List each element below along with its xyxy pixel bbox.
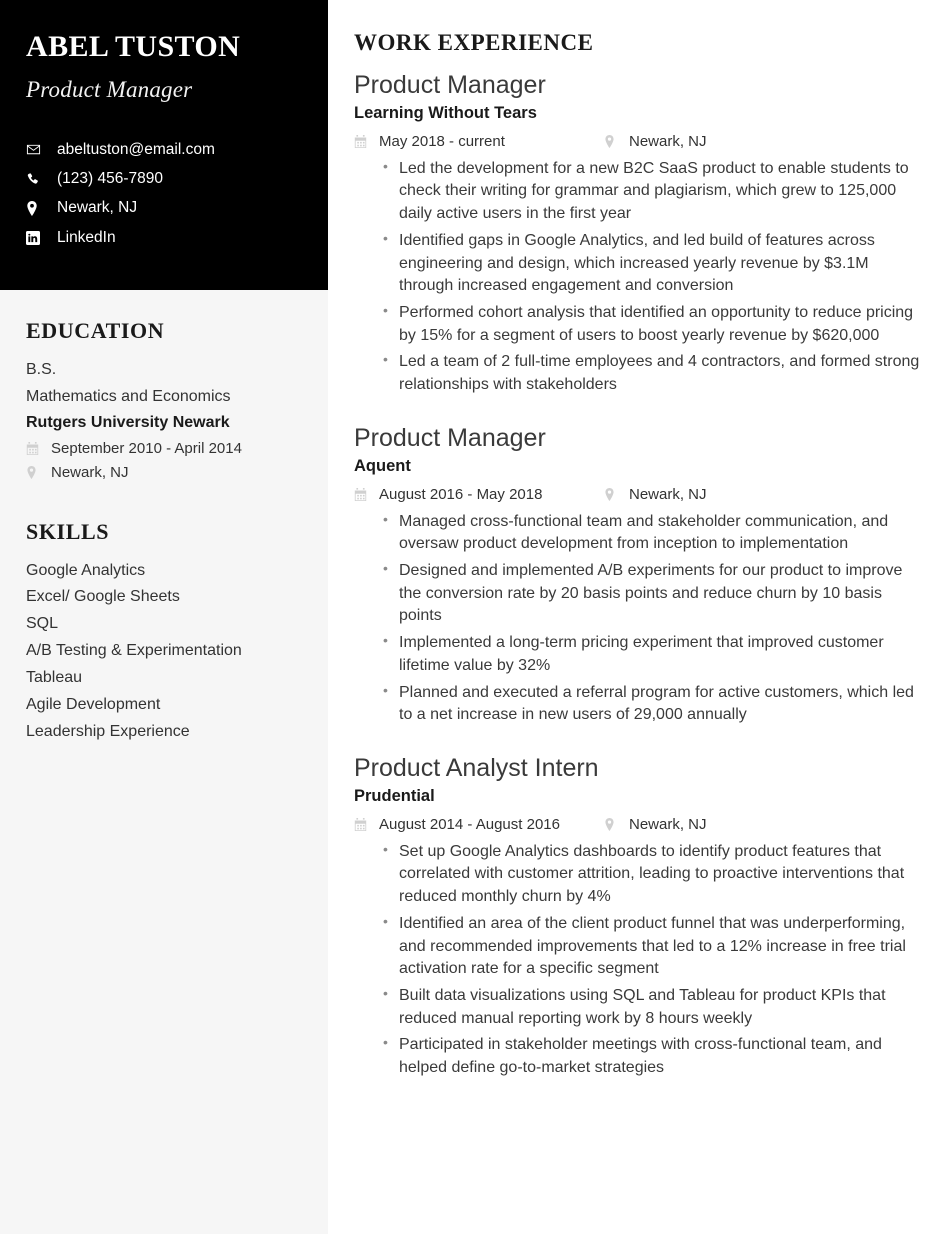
job-location: Newark, NJ (629, 485, 707, 503)
job-bullets (354, 158, 926, 397)
work-experience-heading: WORK EXPERIENCE (354, 30, 594, 55)
job-dates: August 2016 - May 2018 (379, 485, 543, 503)
sidebar (0, 0, 328, 1234)
calendar-icon (354, 818, 372, 831)
job-dates-row (354, 813, 604, 837)
job-title: Product Manager (354, 71, 546, 99)
candidate-name: ABEL TUSTON (26, 30, 241, 63)
map-pin-icon (604, 818, 622, 831)
education-heading: EDUCATION (26, 318, 165, 344)
calendar-icon (26, 442, 44, 455)
sidebar-body (0, 290, 328, 745)
education-dates: September 2010 - April 2014 (51, 439, 242, 457)
phone-icon (26, 172, 48, 187)
map-pin-icon (26, 466, 44, 479)
job-bullet: • Implemented a long-term pricing experiment that improved customer lifetime value by 32% (383, 632, 926, 677)
job-meta (354, 483, 926, 507)
job-title: Product Manager (354, 423, 546, 452)
contact-item-location[interactable] (26, 197, 302, 219)
job-title: Product Analyst Intern (354, 754, 599, 783)
job-dates-row (354, 483, 604, 507)
map-pin-icon (604, 488, 622, 501)
job-company: Learning Without Tears (354, 104, 537, 123)
contact-list (26, 139, 302, 250)
job-bullets (354, 511, 926, 727)
education-degree: B.S. (26, 361, 57, 379)
main-content (328, 0, 948, 1234)
job-bullet: • Led the development for a new B2C SaaS product to enable students to check their writing for grammar and plagiarism, which grew to 125,000 daily active users in the first year (383, 158, 926, 226)
calendar-icon (354, 135, 372, 148)
job-entry (354, 753, 926, 1080)
job-bullet: • Identified gaps in Google Analytics, and led build of features across engineering and design, which increased yearly revenue by $3.1M through increased engagement and conversion (383, 230, 926, 298)
job-dates-row (354, 130, 604, 154)
map-pin-icon (26, 201, 48, 216)
education-dates-row (26, 437, 302, 461)
linkedin-icon (26, 231, 48, 245)
job-dates: May 2018 - current (379, 132, 505, 150)
envelope-icon (26, 142, 48, 157)
skills-heading: SKILLS (26, 518, 110, 544)
job-location: Newark, NJ (629, 815, 707, 833)
education-field: Mathematics and Economics (26, 387, 231, 405)
job-location: Newark, NJ (629, 132, 707, 150)
job-bullet: • Managed cross-functional team and stakeholder communication, and oversaw product development from inception to implementation (383, 511, 926, 556)
job-bullet: • Set up Google Analytics dashboards to identify product features that correlated with customer attrition, leading to proactive interventions that reduced monthly churn by 4% (383, 841, 926, 909)
education-location-row (26, 461, 302, 485)
job-bullet: • Planned and executed a referral program for active customers, which led to a net increase in new users of 29,000 annually (383, 682, 926, 727)
job-location-row (604, 483, 707, 507)
job-bullet: • Identified an area of the client product funnel that was underperforming, and recommended improvements that led to a 12% increase in free trial activation rate for a specific segment (383, 913, 926, 981)
job-company: Prudential (354, 787, 435, 806)
job-location-row (604, 130, 707, 154)
job-entry (354, 70, 926, 397)
job-location-row (604, 813, 707, 837)
skill-item: Leadership Experience (26, 722, 190, 740)
skill-item: Excel/ Google Sheets (26, 588, 180, 606)
contact-linkedin-label[interactable]: LinkedIn (57, 228, 116, 246)
job-bullet: • Led a team of 2 full-time employees and 4 contractors, and formed strong relationships with stakeholders (383, 351, 926, 396)
education-location: Newark, NJ (51, 463, 129, 481)
calendar-icon (354, 488, 372, 501)
contact-item-linkedin[interactable] (26, 227, 302, 249)
education-section (26, 318, 302, 484)
skill-item: A/B Testing & Experimentation (26, 642, 242, 660)
job-meta (354, 130, 926, 154)
skill-item: Google Analytics (26, 561, 146, 579)
contact-item-email[interactable] (26, 139, 302, 161)
sidebar-header (0, 0, 328, 290)
contact-item-phone[interactable] (26, 168, 302, 190)
skill-item: SQL (26, 615, 59, 633)
job-entry (354, 423, 926, 727)
job-bullet: • Designed and implemented A/B experiments for our product to improve the conversion rate by 20 basis points and reduce churn by 10 basis points (383, 560, 926, 628)
skill-item: Agile Development (26, 695, 161, 713)
job-dates: August 2014 - August 2016 (379, 815, 560, 833)
job-bullets (354, 841, 926, 1080)
job-meta (354, 813, 926, 837)
contact-phone-label: (123) 456-7890 (57, 169, 163, 187)
education-school: Rutgers University Newark (26, 414, 230, 432)
job-bullet: • Performed cohort analysis that identified an opportunity to reduce pricing by 15% for a segment of users to boost yearly revenue by $620,000 (383, 302, 926, 347)
contact-email-label: abeltuston@email.com (57, 140, 215, 158)
map-pin-icon (604, 135, 622, 148)
job-bullet: • Participated in stakeholder meetings with cross-functional team, and helped define go-to-market strategies (383, 1034, 926, 1079)
candidate-subtitle: Product Manager (26, 76, 193, 102)
job-bullet: • Built data visualizations using SQL and Tableau for product KPIs that reduced manual reporting work by 8 hours weekly (383, 985, 926, 1030)
contact-location-label: Newark, NJ (57, 199, 138, 217)
skills-section (26, 519, 302, 746)
job-company: Aquent (354, 457, 411, 476)
skill-item: Tableau (26, 669, 83, 687)
